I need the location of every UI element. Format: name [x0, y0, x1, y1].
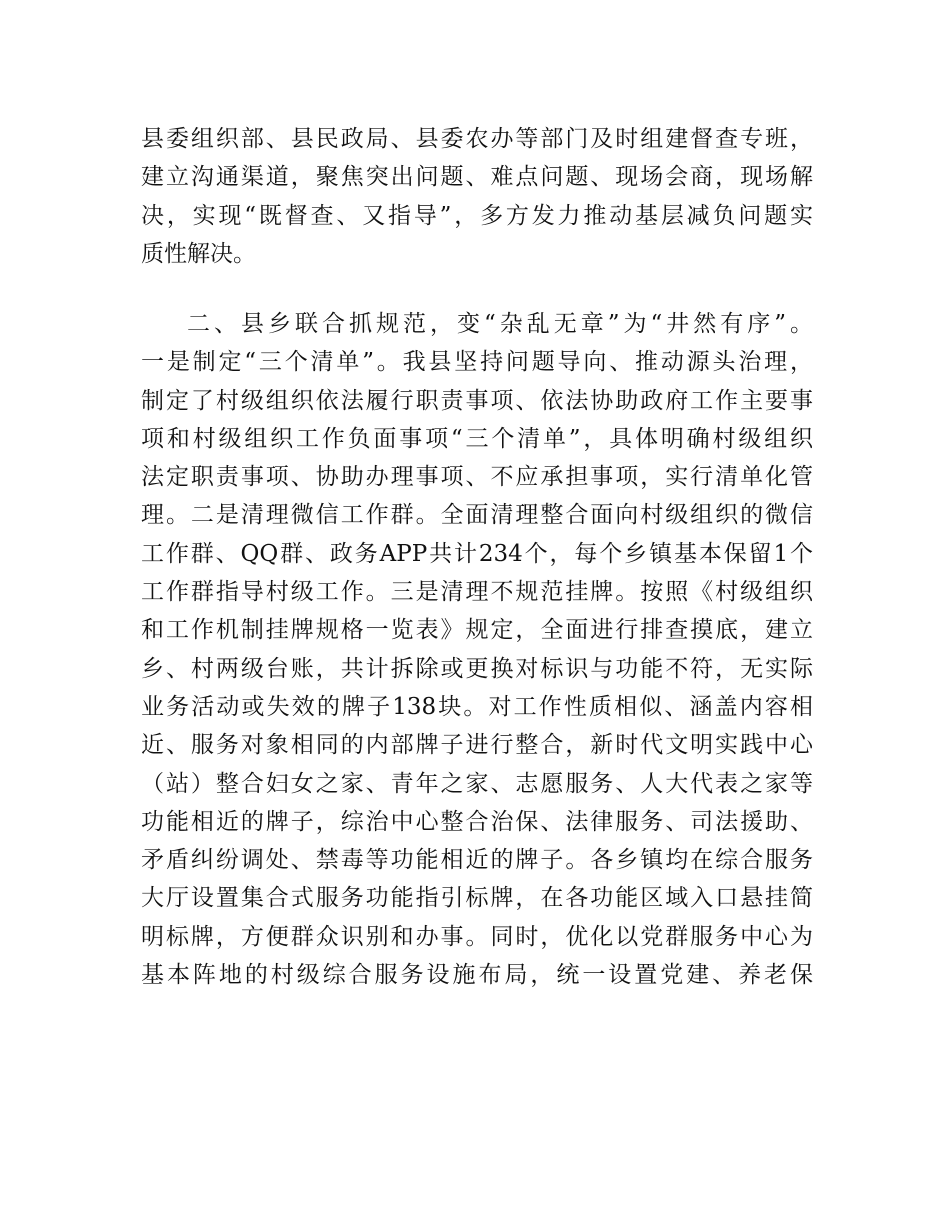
- paragraph-1: [141, 120, 813, 273]
- text-line: 理。二是清理微信工作群。全面清理整合面向村级组织的微信: [141, 502, 813, 529]
- text-line: 和工作机制挂牌规格一览表》规定，全面进行排查摸底，建立: [141, 617, 813, 644]
- text-line: 决，实现“既督查、又指导”，多方发力推动基层减负问题实: [141, 202, 813, 229]
- paragraph-2: [141, 305, 813, 994]
- text-line: 乡、村两级台账，共计拆除或更换对标识与功能不符，无实际: [141, 655, 813, 682]
- text-line: 业务活动或失效的牌子138块。对工作性质相似、涵盖内容相: [141, 693, 813, 720]
- section-heading-line: 二、县乡联合抓规范，变“杂乱无章”为“井然有序”。: [187, 311, 813, 337]
- text-line: 矛盾纠纷调处、禁毒等功能相近的牌子。各乡镇均在综合服务: [141, 847, 813, 874]
- text-line: 近、服务对象相同的内部牌子进行整合，新时代文明实践中心: [141, 732, 813, 759]
- text-line: 建立沟通渠道，聚焦突出问题、难点问题、现场会商，现场解: [141, 164, 813, 191]
- text-line: 功能相近的牌子，综治中心整合治保、法律服务、司法援助、: [141, 808, 813, 835]
- text-line: 制定了村级组织依法履行职责事项、依法协助政府工作主要事: [141, 387, 813, 414]
- text-line: 工作群、QQ群、政务APP共计234个，每个乡镇基本保留1个: [141, 540, 813, 567]
- text-line: 一是制定“三个清单”。我县坚持问题导向、推动源头治理，: [141, 349, 813, 376]
- text-line: 项和村级组织工作负面事项“三个清单”，具体明确村级组织: [141, 425, 813, 452]
- text-line: 质性解决。: [141, 240, 256, 267]
- text-line: 县委组织部、县民政局、县委农办等部门及时组建督查专班，: [141, 126, 813, 152]
- text-line: （站）整合妇女之家、青年之家、志愿服务、人大代表之家等: [141, 770, 813, 797]
- text-line: 基本阵地的村级综合服务设施布局，统一设置党建、养老保: [141, 962, 813, 989]
- text-line: 明标牌，方便群众识别和办事。同时，优化以党群服务中心为: [141, 923, 813, 950]
- text-line: 工作群指导村级工作。三是清理不规范挂牌。按照《村级组织: [141, 579, 813, 606]
- text-line: 大厅设置集合式服务功能指引标牌，在各功能区域入口悬挂简: [141, 885, 813, 912]
- text-line: 法定职责事项、协助办理事项、不应承担事项，实行清单化管: [141, 464, 813, 491]
